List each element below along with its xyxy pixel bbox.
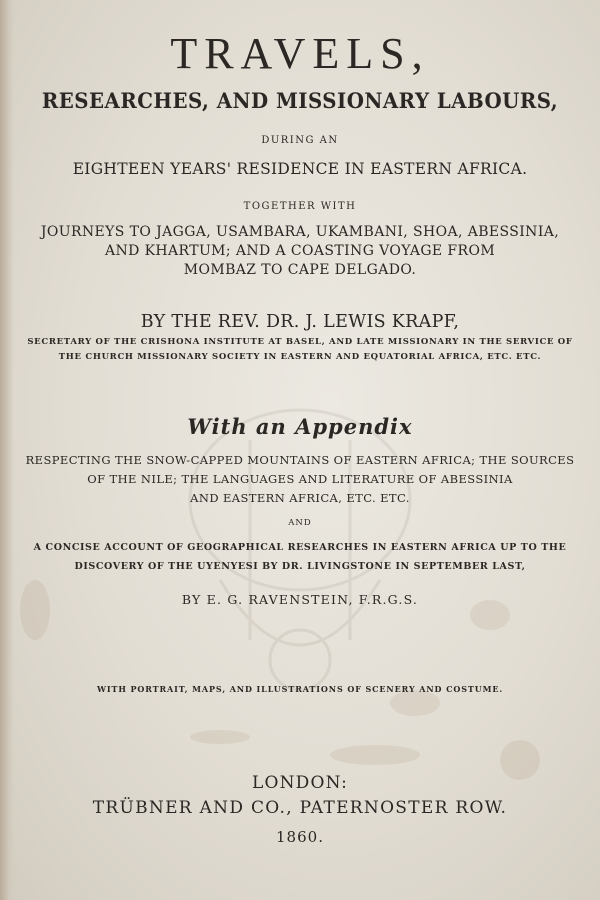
concise-account-line: DISCOVERY OF THE UYENYESI BY DR. LIVINGSTONE IN SEPTEMBER LAST, (74, 561, 526, 572)
book-title: TRAVELS, (170, 29, 430, 78)
journeys-line: JOURNEYS TO JAGGA, USAMBARA, UKAMBANI, SHOA, ABESSINIA, (40, 224, 560, 240)
foxing-stain (190, 730, 250, 744)
and-connector: AND (288, 518, 312, 528)
foxing-stain (330, 745, 420, 765)
concise-account-line: A CONCISE ACCOUNT OF GEOGRAPHICAL RESEARCHES IN EASTERN AFRICA UP TO THE (33, 542, 567, 553)
residence-line: EIGHTEEN YEARS' RESIDENCE IN EASTERN AFRICA. (72, 160, 528, 178)
publisher-line: TRÜBNER AND CO., PATERNOSTER ROW. (92, 798, 508, 818)
illustrations-note: WITH PORTRAIT, MAPS, AND ILLUSTRATIONS OF SCENERY AND COSTUME. (96, 684, 504, 694)
author-line: BY THE REV. DR. J. LEWIS KRAPF, (140, 312, 460, 332)
appendix-description-line: OF THE NILE; THE LANGUAGES AND LITERATURE OF ABESSINIA (87, 472, 513, 486)
appendix-heading: With an Appendix (187, 414, 413, 439)
publication-year: 1860. (276, 828, 324, 846)
author-credentials-line: SECRETARY OF THE CRISHONA INSTITUTE AT BASEL, AND LATE MISSIONARY IN THE SERVICE OF (27, 337, 573, 347)
journeys-line: AND KHARTUM; AND A COASTING VOYAGE FROM (104, 243, 496, 259)
foxing-stain (20, 580, 50, 640)
editor-line: BY E. G. RAVENSTEIN, F.R.G.S. (181, 592, 419, 607)
journeys-line: MOMBAZ TO CAPE DELGADO. (183, 262, 417, 278)
author-credentials-line: THE CHURCH MISSIONARY SOCIETY IN EASTERN AND EQUATORIAL AFRICA, ETC. ETC. (58, 352, 542, 362)
together-with-text: TOGETHER WITH (243, 201, 357, 212)
appendix-description-line: RESPECTING THE SNOW-CAPPED MOUNTAINS OF EASTERN AFRICA; THE SOURCES (25, 453, 575, 467)
imprint-city: LONDON: (251, 773, 349, 793)
appendix-description-line: AND EASTERN AFRICA, ETC. ETC. (190, 491, 410, 505)
book-subtitle: RESEARCHES, AND MISSIONARY LABOURS, (41, 88, 559, 113)
during-text: DURING AN (261, 135, 339, 146)
